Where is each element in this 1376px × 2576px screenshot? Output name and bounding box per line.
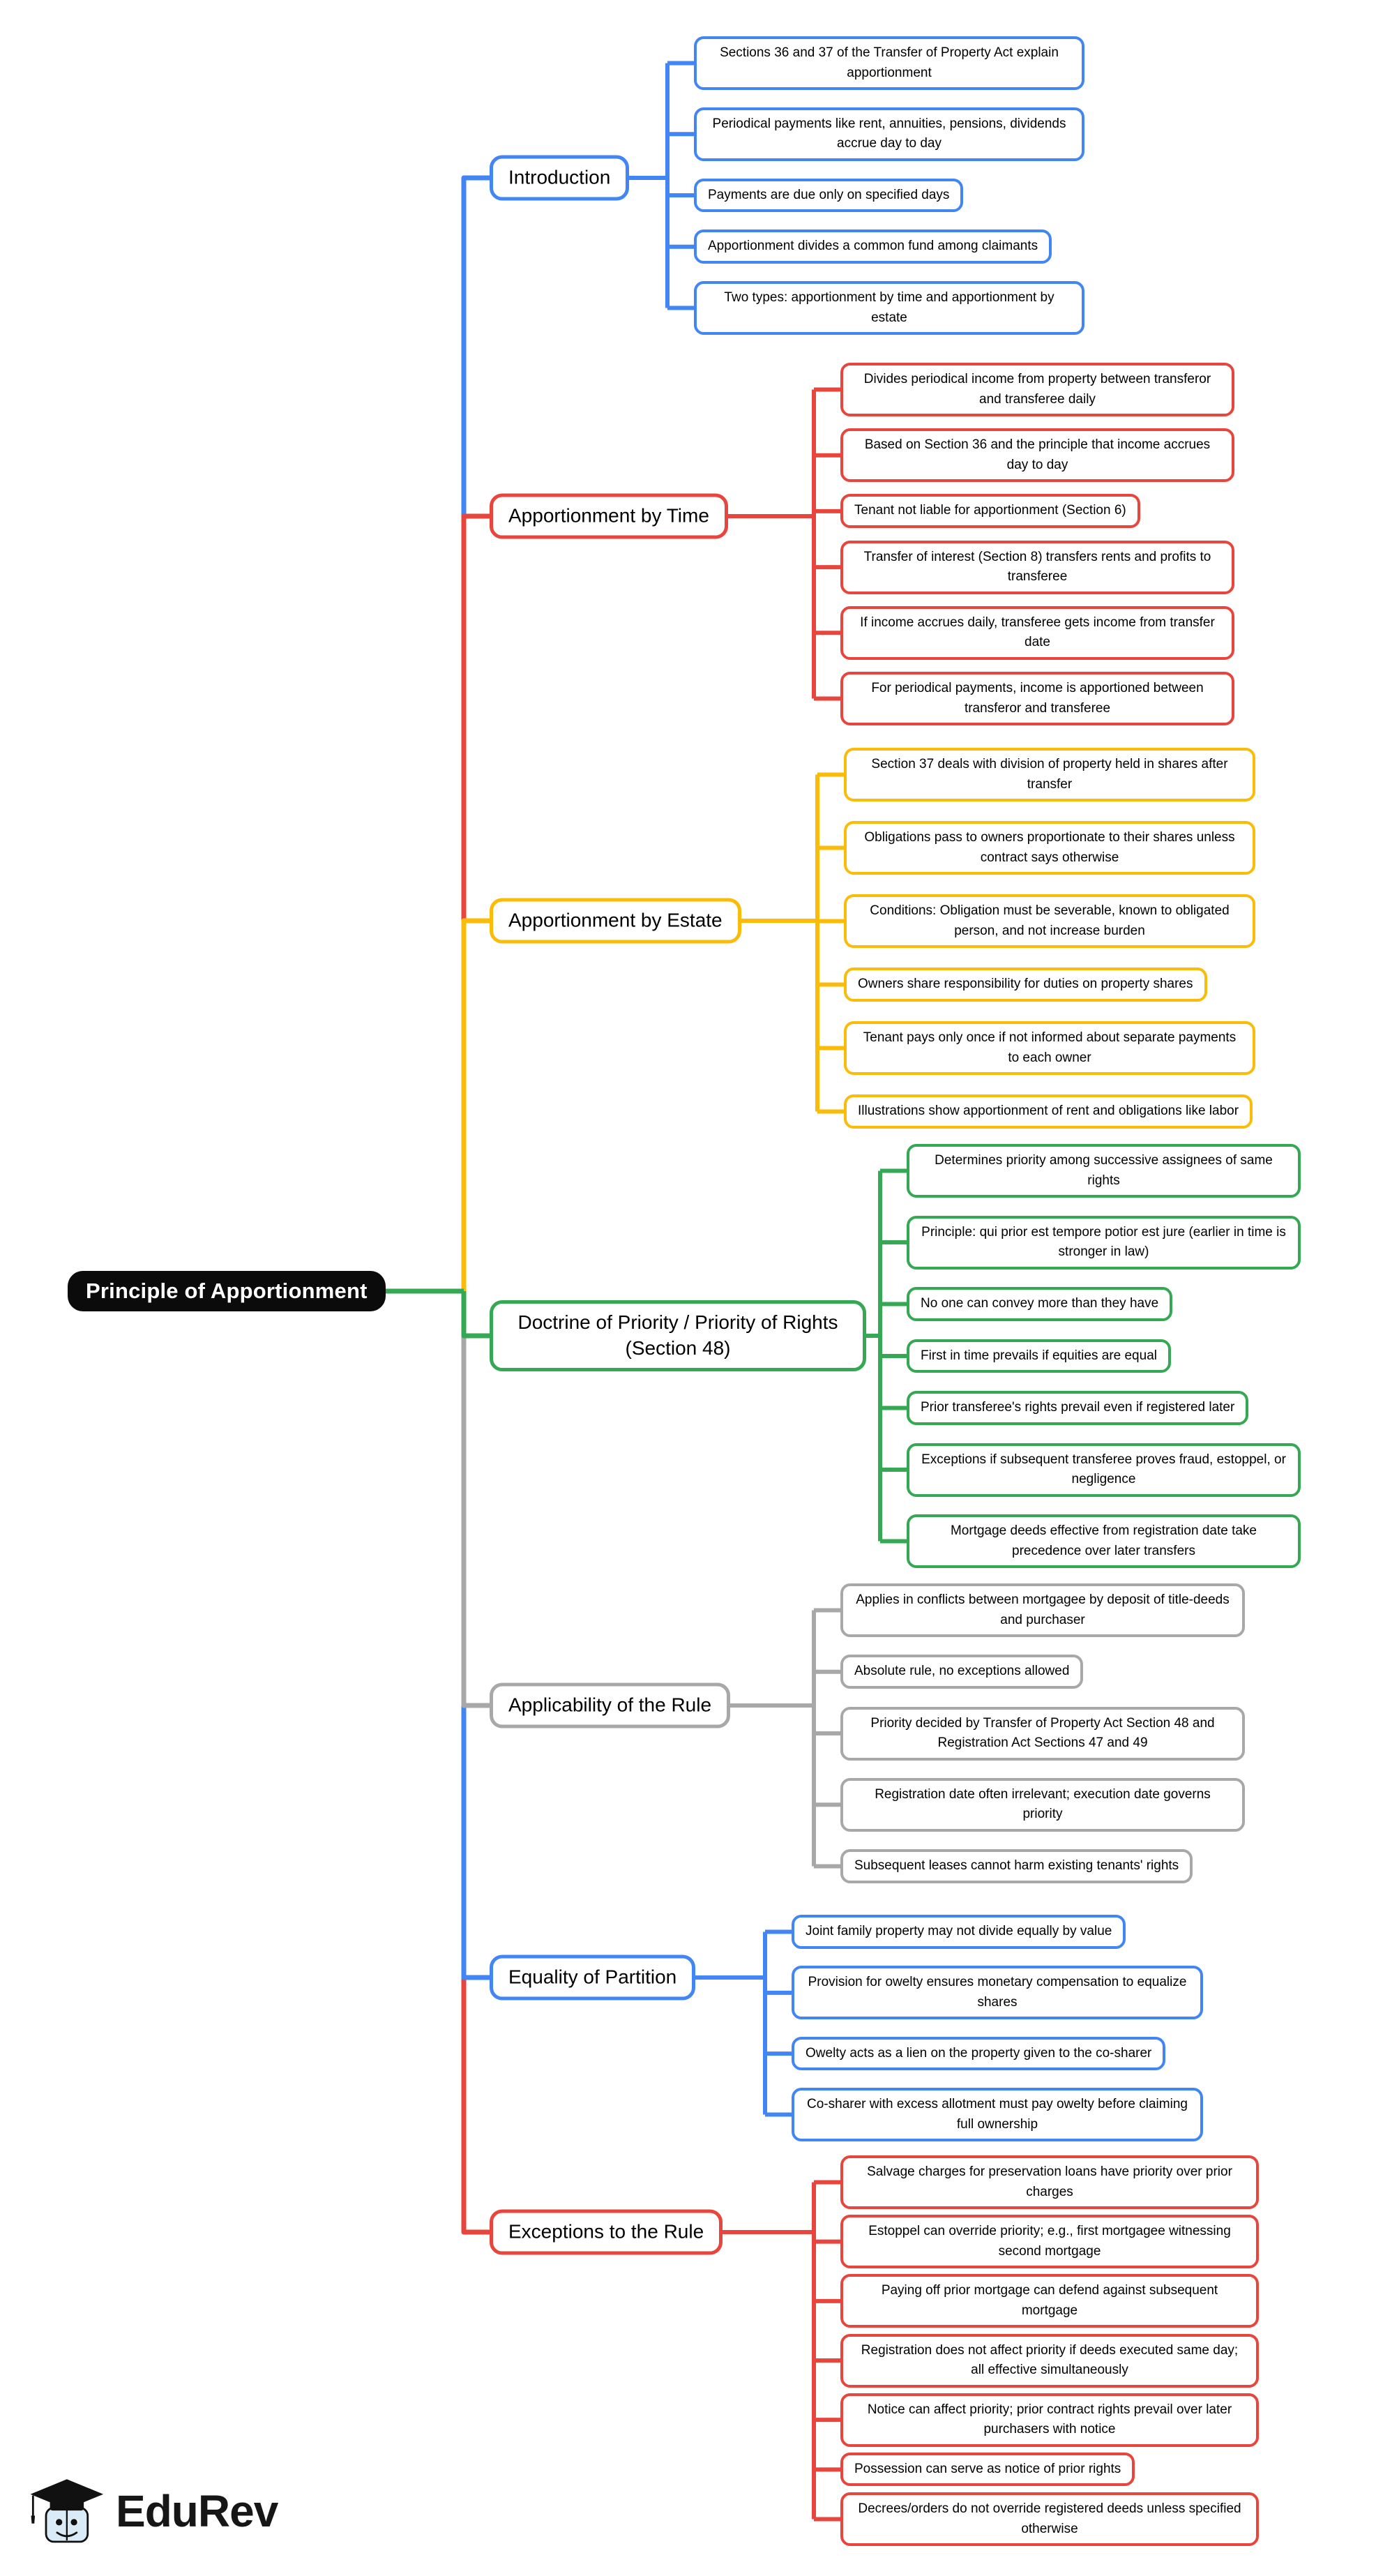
- leaf-node: Based on Section 36 and the principle that income accrues day to day: [840, 428, 1234, 482]
- connector-line: [464, 1705, 492, 1978]
- leaf-node: Registration does not affect priority if deeds executed same day; all effective simultaneously: [840, 2334, 1259, 2388]
- leaf-node: Determines priority among successive assignees of same rights: [907, 1144, 1301, 1198]
- leaf-node: If income accrues daily, transferee gets income from transfer date: [840, 606, 1234, 660]
- connector-line: [464, 1978, 492, 2232]
- leaf-node: Provision for owelty ensures monetary compensation to equalize shares: [792, 1966, 1203, 2019]
- leaf-node: Applies in conflicts between mortgagee by deposit of title-deeds and purchaser: [840, 1583, 1245, 1637]
- leaf-node: Paying off prior mortgage can defend against subsequent mortgage: [840, 2274, 1259, 2328]
- leaf-node: Two types: apportionment by time and apportionment by estate: [694, 281, 1084, 335]
- branch-node-equality-of-partition: Equality of Partition: [490, 1955, 695, 2001]
- connector-line: [464, 1336, 492, 1705]
- leaf-node: Owelty acts as a lien on the property given to the co-sharer: [792, 2037, 1165, 2071]
- leaf-node: Periodical payments like rent, annuities, pensions, dividends accrue day to day: [694, 107, 1084, 161]
- leaf-node: Joint family property may not divide equally by value: [792, 1915, 1126, 1949]
- leaf-node: Mortgage deeds effective from registration date take precedence over later transfers: [907, 1514, 1301, 1568]
- connector-line: [464, 1291, 492, 1336]
- leaf-node: Illustrations show apportionment of rent and obligations like labor: [844, 1094, 1253, 1129]
- leaf-node: Transfer of interest (Section 8) transfers rents and profits to transferee: [840, 541, 1234, 594]
- branch-node-exceptions-to-the-rule: Exceptions to the Rule: [490, 2210, 723, 2255]
- leaf-node: Conditions: Obligation must be severable, known to obligated person, and not increase burden: [844, 894, 1255, 948]
- branch-node-doctrine-of-priority-priority-of-rights-: Doctrine of Priority / Priority of Rights (Section 48): [490, 1300, 866, 1371]
- leaf-node: Section 37 deals with division of property held in shares after transfer: [844, 748, 1255, 801]
- connector-line: [464, 921, 492, 1291]
- leaf-node: Payments are due only on specified days: [694, 179, 963, 213]
- branch-node-apportionment-by-estate: Apportionment by Estate: [490, 898, 741, 944]
- edurev-logo: [27, 2475, 278, 2547]
- leaf-node: Co-sharer with excess allotment must pay owelty before claiming full ownership: [792, 2088, 1203, 2141]
- leaf-node: For periodical payments, income is apportioned between transferor and transferee: [840, 672, 1234, 725]
- leaf-node: Principle: qui prior est tempore potior est jure (earlier in time is stronger in law): [907, 1216, 1301, 1270]
- leaf-node: Owners share responsibility for duties on property shares: [844, 967, 1207, 1002]
- leaf-node: Notice can affect priority; prior contract rights prevail over later purchasers with notice: [840, 2393, 1259, 2447]
- root-node: Principle of Apportionment: [68, 1271, 386, 1311]
- edurev-wordmark: EduRev: [116, 2486, 278, 2536]
- leaf-node: No one can convey more than they have: [907, 1287, 1172, 1321]
- connector-line: [464, 516, 492, 921]
- leaf-node: Divides periodical income from property between transferor and transferee daily: [840, 363, 1234, 416]
- leaf-node: First in time prevails if equities are equal: [907, 1339, 1171, 1373]
- leaf-node: Sections 36 and 37 of the Transfer of Property Act explain apportionment: [694, 36, 1084, 90]
- leaf-node: Absolute rule, no exceptions allowed: [840, 1655, 1083, 1689]
- connector-line: [464, 178, 492, 516]
- leaf-node: Obligations pass to owners proportionate to their shares unless contract says otherwise: [844, 821, 1255, 875]
- leaf-node: Estoppel can override priority; e.g., first mortgagee witnessing second mortgage: [840, 2215, 1259, 2268]
- leaf-node: Salvage charges for preservation loans have priority over prior charges: [840, 2155, 1259, 2209]
- graduation-cap-icon: [27, 2475, 105, 2547]
- leaf-node: Prior transferee's rights prevail even if registered later: [907, 1391, 1248, 1425]
- branch-node-applicability-of-the-rule: Applicability of the Rule: [490, 1683, 730, 1728]
- leaf-node: Tenant pays only once if not informed about separate payments to each owner: [844, 1021, 1255, 1075]
- branch-node-apportionment-by-time: Apportionment by Time: [490, 494, 728, 539]
- leaf-node: Exceptions if subsequent transferee proves fraud, estoppel, or negligence: [907, 1443, 1301, 1497]
- leaf-node: Priority decided by Transfer of Property Act Section 48 and Registration Act Sections 47 and 49: [840, 1707, 1245, 1761]
- leaf-node: Subsequent leases cannot harm existing tenants' rights: [840, 1849, 1193, 1883]
- leaf-node: Apportionment divides a common fund among claimants: [694, 229, 1052, 264]
- leaf-node: Tenant not liable for apportionment (Section 6): [840, 494, 1140, 528]
- branch-node-introduction: Introduction: [490, 156, 629, 201]
- leaf-node: Possession can serve as notice of prior rights: [840, 2453, 1135, 2487]
- leaf-node: Decrees/orders do not override registered deeds unless specified otherwise: [840, 2492, 1259, 2546]
- leaf-node: Registration date often irrelevant; execution date governs priority: [840, 1778, 1245, 1832]
